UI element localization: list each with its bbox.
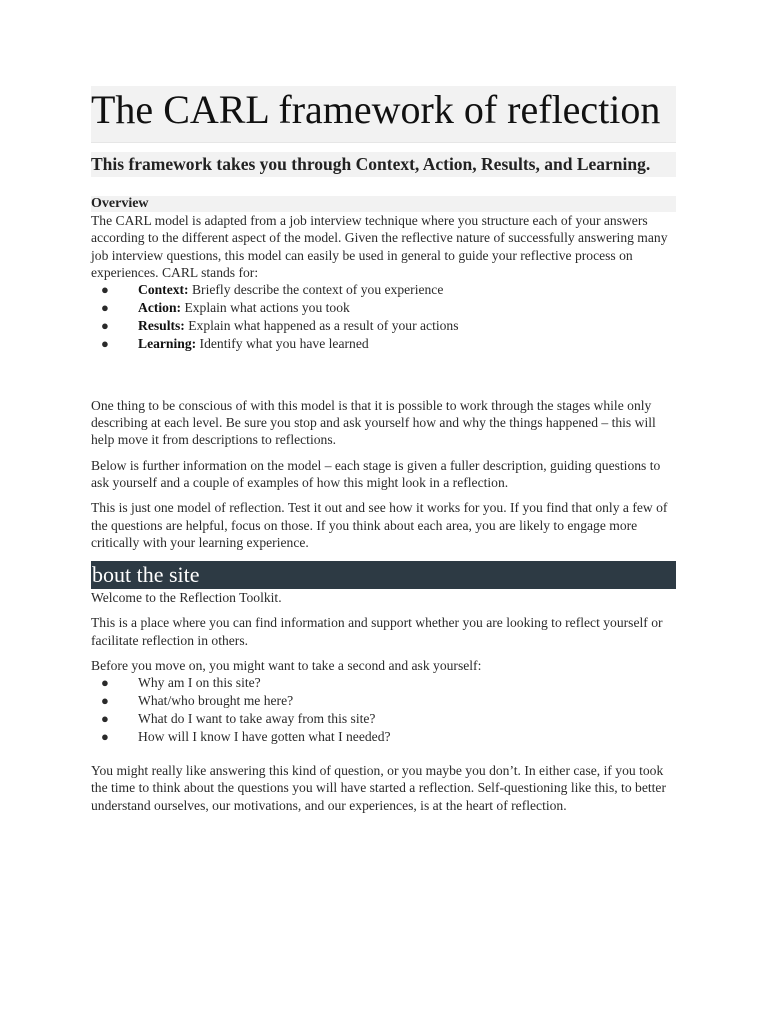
title-block bbox=[91, 86, 676, 143]
bullet-icon: ● bbox=[101, 282, 109, 298]
bullet-icon: ● bbox=[101, 335, 109, 351]
list-term: Action: bbox=[138, 300, 182, 316]
list-item bbox=[91, 335, 676, 353]
list-text: What/who brought me here? bbox=[138, 693, 294, 709]
carl-list bbox=[91, 281, 676, 353]
bullet-icon: ● bbox=[101, 675, 109, 691]
list-item bbox=[91, 299, 676, 317]
list-item bbox=[91, 674, 676, 692]
list-text: How will I know I have gotten what I needed? bbox=[138, 729, 391, 745]
about-paragraph-1: This is a place where you can find information and support whether you are looking to reflect yourself or facilitate reflection in others. bbox=[91, 615, 663, 648]
overview-heading: Overview bbox=[91, 196, 676, 212]
overview-paragraph-2: Below is further information on the model – each stage is given a fuller description, guiding questions to ask yourself and a couple of examples of how this might look in a reflection. bbox=[91, 457, 661, 490]
bullet-icon: ● bbox=[101, 729, 109, 745]
list-text: Explain what actions you took bbox=[181, 300, 350, 316]
list-text: Identify what you have learned bbox=[196, 335, 369, 351]
document-page bbox=[91, 86, 676, 814]
overview-paragraph-3: This is just one model of reflection. Test it out and see how it works for you. If you find that only a few of the questions are helpful, focus on those. If you think about each area, you are likely to engage more critically with your learning experience. bbox=[91, 500, 668, 550]
subtitle-block bbox=[91, 152, 676, 177]
list-term: Context: bbox=[138, 282, 189, 298]
page-title: The CARL framework of reflection bbox=[91, 87, 661, 132]
list-item bbox=[91, 710, 676, 728]
about-welcome: Welcome to the Reflection Toolkit. bbox=[91, 590, 282, 606]
page-subtitle: This framework takes you through Context, Action, Results, and Learning. bbox=[91, 154, 651, 174]
about-paragraph-2: Before you move on, you might want to take a second and ask yourself: bbox=[91, 658, 482, 674]
list-item bbox=[91, 281, 676, 299]
list-item bbox=[91, 317, 676, 335]
list-text: Explain what happened as a result of your actions bbox=[184, 318, 459, 333]
question-list bbox=[91, 674, 676, 746]
bullet-icon: ● bbox=[101, 318, 109, 333]
bullet-icon: ● bbox=[101, 711, 109, 727]
list-term: Results: bbox=[138, 318, 185, 333]
list-item bbox=[91, 692, 676, 710]
list-text: Briefly describe the context of you experience bbox=[188, 282, 444, 298]
list-text: What do I want to take away from this site? bbox=[138, 711, 376, 727]
about-paragraph-3: You might really like answering this kind of question, or you maybe you don’t. In either case, if you took the time to think about the questions you will have started a reflection. Self-questioning like this, to better understand ourselves, our motivations, and our experiences, is at the heart of reflection. bbox=[91, 763, 666, 813]
list-text: Why am I on this site? bbox=[138, 675, 261, 691]
list-term: Learning: bbox=[138, 335, 197, 351]
bullet-icon: ● bbox=[101, 300, 109, 316]
list-item bbox=[91, 728, 676, 746]
about-heading: bout the site bbox=[91, 561, 676, 589]
overview-paragraph-1: One thing to be conscious of with this model is that it is possible to work through the stages while only describing at each level. Be sure you stop and ask yourself how and why the things happened – this will help move it from descriptions to reflections. bbox=[91, 397, 656, 448]
overview-intro: The CARL model is adapted from a job interview technique where you structure each of your answers according to the different aspect of the model. Given the reflective nature of successfully answering many job interview questions, this model can easily be used in general to guide your reflective process on experiences. CARL stands for: bbox=[91, 213, 668, 280]
bullet-icon: ● bbox=[101, 693, 109, 709]
